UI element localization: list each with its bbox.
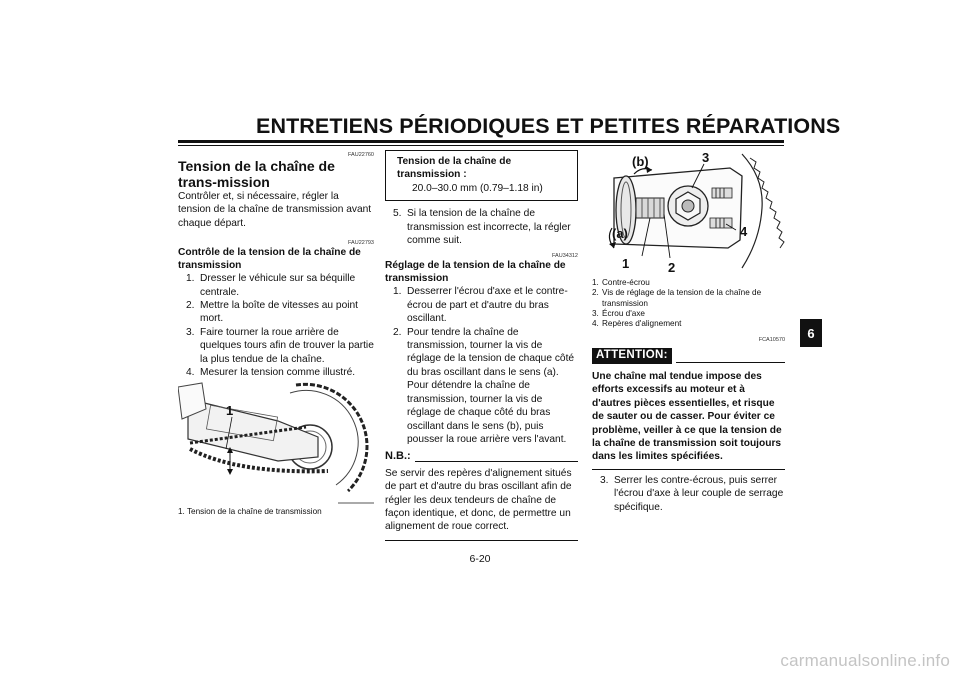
adjust-title: Réglage de la tension de la chaîne de transmission	[385, 260, 566, 284]
step-item: 4. Mesurer la tension comme illustré.	[186, 367, 356, 379]
section-code: FAU22760	[348, 152, 374, 158]
figure-label-a: (a)	[612, 226, 628, 241]
figure-label-1b: 1	[622, 256, 630, 271]
attention-header	[592, 348, 785, 363]
check-steps	[178, 272, 374, 379]
subsection-code: FAU22793	[348, 240, 374, 247]
caption-item: 4. Repères d'alignement	[592, 319, 682, 329]
step-item: 1. Desserrer l'écrou d'axe et le contre-écrou de part et d'autre du bras oscillant.	[393, 286, 568, 325]
caption-item: 2. Vis de réglage de la tension de la chaîne de transmission	[592, 288, 762, 308]
page-header-title: ENTRETIENS PÉRIODIQUES ET PETITES RÉPARATIONS	[256, 114, 841, 138]
step-item: 3. Faire tourner la roue arrière de quelques tours afin de trouver la partie la plus tendue de la chaîne.	[186, 326, 374, 365]
nb-header	[385, 450, 578, 463]
adjust-code: FAU34312	[552, 253, 578, 260]
adjust-steps	[385, 285, 578, 446]
figure-label-2: 2	[668, 260, 676, 275]
attention-code: FCA10570	[758, 337, 785, 344]
step-item: 3. Serrer les contre-écrous, puis serrer l'écrou d'axe à leur couple de serrage spécifique.	[600, 474, 784, 513]
figure-caption: 1. Tension de la chaîne de transmission	[178, 507, 322, 517]
step-item: 5. Si la tension de la chaîne de transmission est incorrecte, la régler comme suit.	[393, 208, 571, 247]
chain-adjuster-illustration	[592, 148, 785, 278]
figure-label-3: 3	[702, 150, 710, 165]
figure-label-1: 1	[226, 403, 234, 419]
attention-end-rule	[592, 469, 785, 470]
final-step	[592, 474, 785, 514]
column-2	[385, 150, 578, 541]
header-rule-thin	[178, 145, 784, 146]
figure-label-b: (b)	[632, 154, 649, 169]
step-5	[385, 207, 578, 247]
page-number: 6-20	[469, 553, 491, 565]
chapter-tab[interactable]: 6	[800, 319, 822, 347]
nb-label: N.B.:	[385, 450, 411, 463]
spec-label: Tension de la chaîne de transmission :	[397, 156, 512, 181]
watermark[interactable]: carmanualsonline.info	[780, 651, 950, 670]
header-rule	[178, 140, 784, 143]
caption-item: 1. Contre-écrou	[592, 278, 650, 287]
figure-captions	[592, 278, 785, 329]
column-1	[178, 152, 374, 518]
spec-value: 20.0–30.0 mm (0.79–1.18 in)	[412, 182, 543, 194]
chain-tension-illustration	[178, 379, 374, 507]
section-title: Tension de la chaîne de trans-mission	[178, 158, 335, 190]
step-item: 1. Dresser le véhicule sur sa béquille centrale.	[186, 273, 356, 298]
intro-paragraph: Contrôler et, si nécessaire, régler la tension de la chaîne de transmission avant chaque départ.	[178, 191, 372, 229]
attention-text: Une chaîne mal tendue impose des efforts excessifs au moteur et à d'autres pièces essentielles, et risque de sauter ou de casser. Pour éviter ce problème, veiller à ce que la tension de la chaîne de transmission soit toujours dans les limites spécifiées.	[592, 370, 782, 463]
caption-item: 3. Écrou d'axe	[592, 308, 645, 318]
nb-text: Se servir des repères d'alignement situés de part et d'autre du bras oscillant afin de régler les deux tendeurs de chaîne de façon identique, et donc, de permettre un alignement de roue correct.	[385, 467, 572, 533]
spec-box	[385, 150, 578, 201]
step-item: 2. Mettre la boîte de vitesses au point mort.	[186, 300, 358, 325]
figure-label-4: 4	[740, 224, 748, 239]
step-item: 2. Pour tendre la chaîne de transmission, tourner la vis de réglage de la tension de chaque côté du bras oscillant dans le sens (a). Pour détendre la chaîne de transmission, tourner la vis de réglage de chaque côté du bras oscillant dans le sens (b), puis pousser la roue arrière vers l'avant.	[393, 326, 575, 445]
nb-end-rule	[385, 540, 578, 541]
subsection-title: Contrôle de la tension de la chaîne de transmission	[178, 247, 361, 271]
column-3	[592, 148, 785, 514]
attention-badge: ATTENTION:	[592, 348, 672, 363]
